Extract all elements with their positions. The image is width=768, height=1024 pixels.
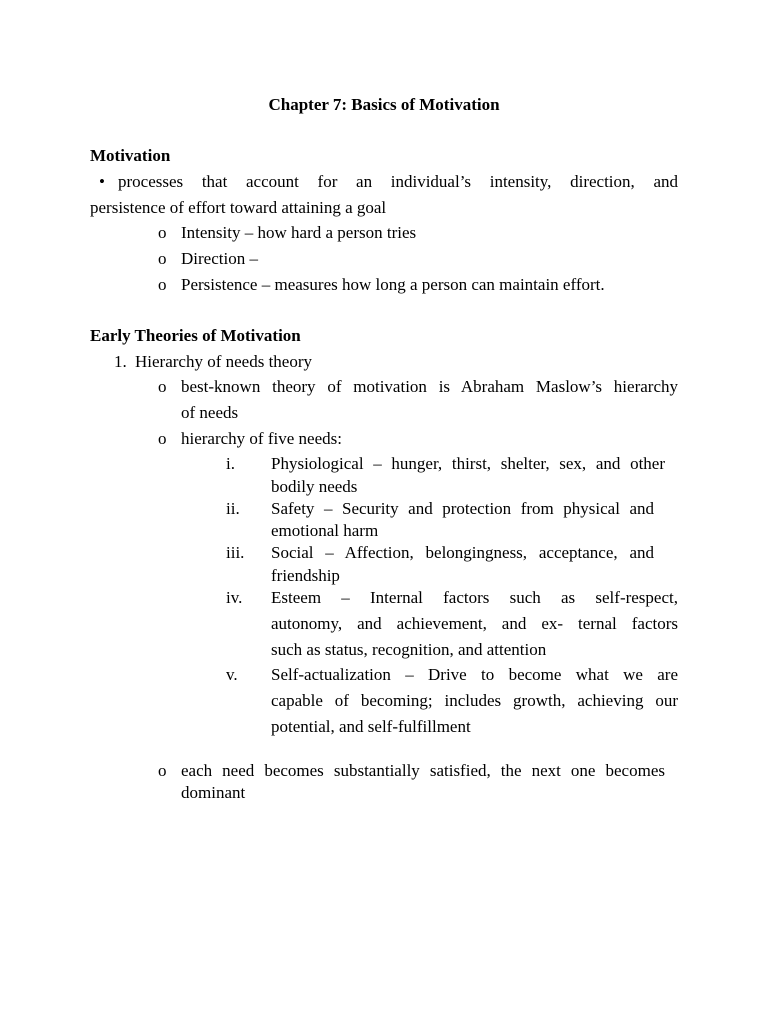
- point-1-line-1: best-known theory of motivation is Abraham Maslow’s hierarchy: [181, 377, 678, 396]
- need-safety-line-2: emotional harm: [271, 521, 379, 540]
- need-self-actualization-line-2: capable of becoming; includes growth, achieving our: [271, 691, 678, 710]
- need-esteem-line-2: autonomy, and achievement, and ex- ternal factors: [271, 614, 678, 633]
- need-physiological-line-1: Physiological – hunger, thirst, shelter, sex, and other: [271, 454, 665, 473]
- need-self-actualization-line-1: Self-actualization – Drive to become what we are: [271, 665, 678, 684]
- theory-title: Hierarchy of needs theory: [135, 352, 313, 371]
- need-safety-line-1: Safety – Security and protection from physical and: [271, 499, 654, 518]
- need-social-line-1: Social – Affection, belongingness, acceptance, and: [271, 543, 654, 562]
- list-number: 1.: [114, 352, 127, 371]
- list-item-direction: Direction –: [181, 249, 258, 268]
- need-number: v.: [226, 665, 238, 684]
- need-number: ii.: [226, 499, 240, 518]
- circle-bullet-icon: o: [158, 429, 167, 448]
- need-esteem-line-1: Esteem – Internal factors such as self-respect,: [271, 588, 678, 607]
- circle-bullet-icon: o: [158, 223, 167, 242]
- need-esteem-line-3: such as status, recognition, and attention: [271, 640, 547, 659]
- definition-line-2: persistence of effort toward attaining a goal: [90, 198, 387, 217]
- bullet-icon: •: [99, 172, 105, 191]
- need-number: iv.: [226, 588, 243, 607]
- circle-bullet-icon: o: [158, 249, 167, 268]
- circle-bullet-icon: o: [158, 761, 167, 780]
- point-1-line-2: of needs: [181, 403, 239, 422]
- need-physiological-line-2: bodily needs: [271, 477, 358, 496]
- need-social-line-2: friendship: [271, 566, 340, 585]
- point-3-line-2: dominant: [181, 783, 246, 802]
- need-number: iii.: [226, 543, 245, 562]
- section-heading-motivation: Motivation: [90, 146, 171, 165]
- list-item-intensity: Intensity – how hard a person tries: [181, 223, 417, 242]
- section-heading-early-theories: Early Theories of Motivation: [90, 326, 301, 345]
- point-3-line-1: each need becomes substantially satisfied, the next one becomes: [181, 761, 665, 780]
- definition-line-1: processes that account for an individual’s intensity, direction, and: [118, 172, 678, 191]
- page-title: Chapter 7: Basics of Motivation: [268, 95, 500, 114]
- circle-bullet-icon: o: [158, 377, 167, 396]
- point-2: hierarchy of five needs:: [181, 429, 342, 448]
- need-self-actualization-line-3: potential, and self-fulfillment: [271, 717, 471, 736]
- need-number: i.: [226, 454, 235, 473]
- circle-bullet-icon: o: [158, 275, 167, 294]
- list-item-persistence: Persistence – measures how long a person can maintain effort.: [181, 275, 605, 294]
